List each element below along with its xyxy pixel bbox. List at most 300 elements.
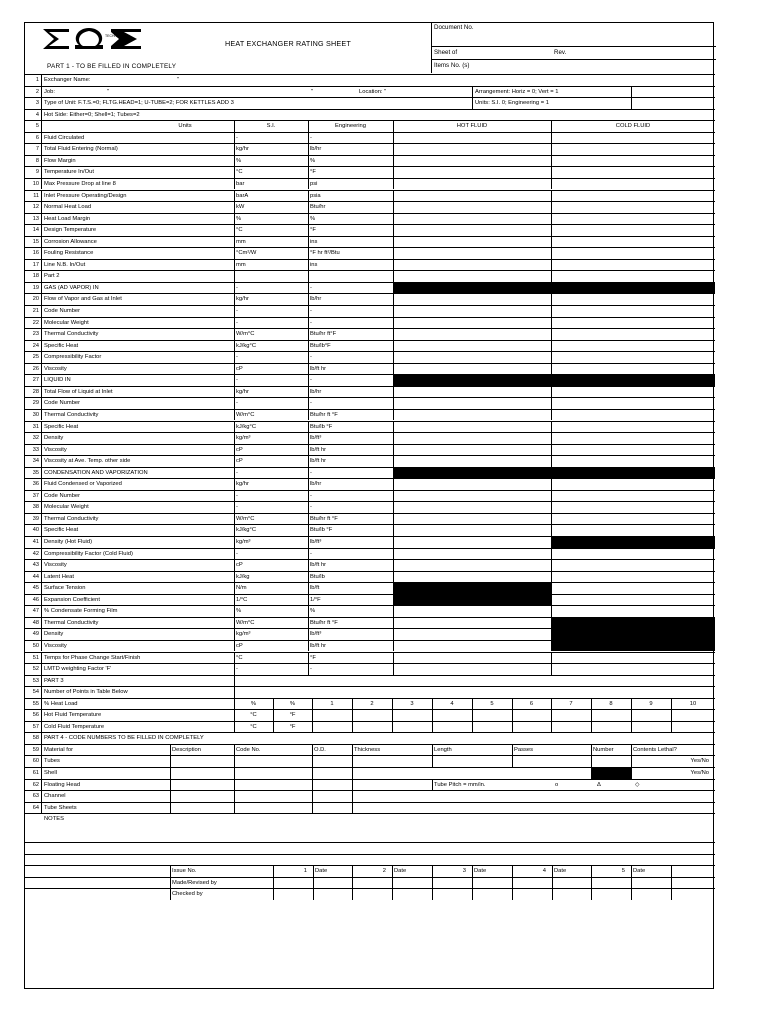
row-13: [25, 213, 715, 225]
cold-fluid-input[interactable]: [551, 433, 715, 444]
engineering-unit: Btu/hr ft °F: [310, 515, 338, 522]
row-number: 27: [25, 375, 42, 386]
hot-fluid-input[interactable]: [393, 433, 551, 444]
cold-fluid-input[interactable]: [551, 595, 715, 606]
column-divider: [170, 791, 171, 802]
issue-number-5: 5: [621, 868, 625, 875]
cold-temp-point-input[interactable]: [631, 722, 671, 733]
row-19: [25, 282, 715, 294]
cold-fluid-input[interactable]: [551, 387, 715, 398]
column-divider: [170, 780, 171, 791]
issue-date-label-2: Date: [394, 868, 407, 875]
column-divider: [312, 768, 313, 779]
pitch-rotated-option[interactable]: ◇: [635, 781, 640, 788]
hot-fluid-input[interactable]: [393, 306, 551, 317]
exchanger-name-input[interactable]: ": [177, 77, 180, 83]
checked-by-row-input[interactable]: [352, 889, 432, 900]
document-info-box: [431, 23, 715, 73]
row-36: [25, 478, 715, 490]
checked-by-row-input[interactable]: [273, 889, 352, 900]
row-number: 3: [25, 98, 42, 109]
arrangement-input[interactable]: Arrangement: Horiz = 0; Vert = 1: [475, 88, 559, 95]
hot-fluid-input[interactable]: [393, 629, 551, 640]
hot-fluid-input[interactable]: [393, 387, 551, 398]
cold-fluid-input[interactable]: [551, 352, 715, 363]
tubes-input[interactable]: [432, 756, 512, 767]
row-23: [25, 328, 715, 340]
hot-fluid-input[interactable]: [393, 202, 551, 213]
si-unit: °Cm²/W: [236, 250, 257, 257]
hot-fluid-input[interactable]: [393, 422, 551, 433]
cold-fluid-input[interactable]: [551, 133, 715, 144]
cold-fluid-input[interactable]: [551, 167, 715, 178]
hot-fluid-input[interactable]: [393, 364, 551, 375]
si-unit: mm: [236, 261, 246, 268]
cold-fluid-input[interactable]: [551, 144, 715, 155]
si-unit: kg/hr: [236, 146, 249, 153]
cold-fluid-input[interactable]: [551, 260, 715, 271]
hot-fluid-input[interactable]: [393, 537, 551, 548]
row-27: [25, 374, 715, 386]
tubes-lethal-toggle[interactable]: Yes/No: [690, 758, 709, 765]
row-label: LIQUID IN: [44, 377, 71, 384]
si-unit: °C: [236, 654, 243, 661]
cold-fluid-input[interactable]: [551, 549, 715, 560]
si-unit: cP: [236, 458, 243, 465]
row-label: LMTD weighting Factor 'F': [44, 666, 112, 673]
cold-fluid-input[interactable]: [551, 445, 715, 456]
issue-number-3: 3: [462, 868, 466, 875]
hot-fluid-input[interactable]: [393, 191, 551, 202]
column-divider: [170, 768, 171, 779]
engineering-unit: lb/ft hr: [310, 446, 327, 453]
cold-fluid-input[interactable]: [551, 237, 715, 248]
cold-fluid-input[interactable]: [551, 225, 715, 236]
hot-fluid-input[interactable]: [393, 606, 551, 617]
cold-fluid-input[interactable]: [551, 318, 715, 329]
row-hot-temp: [25, 709, 715, 721]
pitch-triangle-option[interactable]: Δ: [597, 781, 601, 788]
tubes-input[interactable]: [591, 756, 631, 767]
hot-fluid-input[interactable]: [393, 491, 551, 502]
hot-fluid-input[interactable]: [393, 341, 551, 352]
column-divider: [234, 803, 235, 814]
row-28: [25, 386, 715, 398]
hot-fluid-input[interactable]: [393, 398, 551, 409]
row-label: Compressibility Factor: [44, 354, 102, 361]
row-number: 32: [25, 433, 42, 444]
row-number: 34: [25, 456, 42, 467]
row-43: [25, 559, 715, 571]
engineering-unit: -: [310, 284, 312, 291]
hot-fluid-input[interactable]: [393, 225, 551, 236]
tubes-input[interactable]: [170, 756, 234, 767]
engineering-column-header: Engineering: [335, 123, 366, 130]
si-unit: -: [236, 284, 238, 291]
row-label: Material for: [44, 746, 73, 753]
row-label: Normal Heat Load: [44, 204, 92, 211]
engineering-unit: psi: [310, 180, 318, 187]
row-number: 44: [25, 572, 42, 583]
hot-fluid-input[interactable]: [393, 618, 551, 629]
shaded-cell: [551, 283, 715, 294]
row-number: 29: [25, 398, 42, 409]
engineering-unit: Btu/lb °F: [310, 423, 333, 430]
row-label: PART 3: [44, 677, 64, 684]
engineering-unit: lb/ft³: [310, 631, 322, 638]
engineering-unit: °F: [289, 723, 296, 730]
engineering-unit: [308, 271, 393, 282]
hot-temp-point-input[interactable]: [551, 710, 591, 721]
row-label: Fouling Resistance: [44, 250, 94, 257]
row-part3: [25, 675, 715, 687]
row-20: [25, 293, 715, 305]
hot-fluid-input[interactable]: [393, 410, 551, 421]
document-no-label: Document No.: [434, 24, 474, 31]
hot-fluid-input[interactable]: [393, 653, 551, 664]
si-unit: -: [236, 377, 238, 384]
si-unit: W/m°C: [236, 331, 255, 338]
notes-line: [25, 854, 715, 866]
cold-fluid-input[interactable]: [551, 479, 715, 490]
cold-fluid-input[interactable]: [551, 191, 715, 202]
column-divider: [234, 768, 235, 779]
row-number: 57: [25, 722, 42, 733]
engineering-unit: Btu/lb °F: [310, 527, 333, 534]
location-input[interactable]: Location: ": [359, 88, 387, 95]
issue-date-label-1: Date: [315, 868, 328, 875]
row-number: 50: [25, 641, 42, 652]
cold-temp-point-input[interactable]: [312, 722, 352, 733]
code-no-header: Code No.: [236, 746, 261, 753]
checked-by-row-input[interactable]: [591, 889, 671, 900]
hot-fluid-input[interactable]: [393, 133, 551, 144]
hot-fluid-input[interactable]: [393, 144, 551, 155]
row-number: 16: [25, 248, 42, 259]
cold-fluid-input[interactable]: [551, 653, 715, 664]
hot-fluid-input[interactable]: [393, 237, 551, 248]
column-divider: [234, 780, 235, 791]
units-column-header: Units: [178, 123, 192, 130]
row-label: Flow Margin: [44, 157, 76, 164]
engineering-unit: -: [310, 319, 312, 326]
row-label: Density: [44, 631, 64, 638]
hot-fluid-input[interactable]: [393, 352, 551, 363]
hot-fluid-input[interactable]: [393, 294, 551, 305]
engineering-unit: -: [310, 308, 312, 314]
row-label: Heat Load Margin: [44, 215, 91, 222]
hot-fluid-input[interactable]: [393, 329, 551, 340]
si-unit: kg/hr: [236, 481, 249, 488]
tube-pitch-label: Tube Pitch = mm/in.: [434, 781, 486, 788]
row-label: Molecular Weight: [44, 504, 89, 511]
cold-temp-point-input[interactable]: [551, 722, 591, 733]
made-revised-row-input[interactable]: [512, 878, 591, 889]
si-unit: °C: [236, 169, 243, 176]
engineering-unit: lb/ft³: [310, 539, 322, 545]
si-unit: -: [236, 504, 238, 511]
si-unit: [234, 271, 308, 282]
cold-temp-point-input[interactable]: [512, 722, 551, 733]
row-cold-temp: [25, 721, 715, 733]
issue-number-4: 4: [542, 868, 546, 875]
row-label: CONDENSATION AND VAPORIZATION: [44, 469, 148, 476]
cold-temp-point-input[interactable]: [472, 722, 512, 733]
hot-temp-point-input[interactable]: [312, 710, 352, 721]
cold-fluid-input[interactable]: [551, 422, 715, 433]
cold-fluid-header: COLD FLUID: [615, 123, 651, 130]
row-material-header: [25, 744, 715, 756]
issue-number-2: 2: [382, 868, 386, 875]
row-label: Total Fluid Entering (Normal): [44, 146, 118, 153]
hot-fluid-input[interactable]: [393, 456, 551, 467]
row-label: Viscosity: [44, 562, 67, 569]
job-quote: ": [311, 88, 314, 95]
si-unit: -: [236, 666, 238, 673]
row-floating-head: [25, 779, 715, 791]
row-label: Design Temperature: [44, 227, 97, 234]
row-label: Fluid Circulated: [44, 134, 85, 141]
engineering-unit: -: [310, 666, 312, 673]
row-39: [25, 513, 715, 525]
hot-fluid-input[interactable]: [393, 214, 551, 225]
row-15: [25, 236, 715, 248]
made-revised-row-input[interactable]: [432, 878, 512, 889]
si-unit: %: [236, 215, 242, 222]
si-unit: kJ/kg°C: [236, 527, 257, 534]
cold-temp-point-input[interactable]: [392, 722, 432, 733]
cold-temp-point-input[interactable]: [432, 722, 472, 733]
hot-temp-point-input[interactable]: [512, 710, 551, 721]
notes-line: [25, 842, 715, 854]
engineering-unit: 1/°F: [310, 596, 321, 603]
engineering-unit: lb/ft hr: [310, 642, 327, 649]
cold-fluid-input[interactable]: [551, 491, 715, 502]
hot-temp-point-input[interactable]: [591, 710, 631, 721]
items-no-label: Items No. (s): [434, 62, 470, 69]
row-label: Total Flow of Liquid at Inlet: [44, 388, 113, 395]
cold-fluid-input[interactable]: [551, 398, 715, 409]
hot-fluid-input[interactable]: [393, 560, 551, 571]
row-24: [25, 340, 715, 352]
checked-by-row-input[interactable]: [432, 889, 512, 900]
shaded-cell: [551, 641, 715, 652]
row-label: Expansion Coefficient: [44, 596, 100, 603]
document-no-field[interactable]: [432, 23, 716, 47]
cold-fluid-input[interactable]: [551, 271, 715, 282]
row-21: [25, 305, 715, 317]
description-header: Description: [172, 746, 201, 753]
made-revised-row-input[interactable]: [352, 878, 432, 889]
si-unit: -: [236, 354, 238, 361]
row-label: Code Number: [44, 400, 81, 407]
si-unit: cP: [236, 562, 243, 569]
row-number: 64: [25, 803, 42, 814]
hot-fluid-input[interactable]: [393, 156, 551, 167]
engineering-unit: Btu/hr ft °F: [310, 411, 338, 418]
logo-line1: A.K.C: [112, 30, 122, 34]
row-48: [25, 617, 715, 629]
row-label: Temps for Phase Change Start/Finish: [44, 654, 141, 661]
hot-fluid-header: HOT FLUID: [456, 123, 488, 130]
cold-fluid-input[interactable]: [551, 214, 715, 225]
row-label: Type of Unit: F.T.S.=0; FLTG.HEAD=1; U-TUBE=2; FOR KETTLES ADD 3: [44, 100, 234, 107]
row-label: Viscosity at Ave. Temp. other side: [44, 458, 131, 465]
si-unit: bar: [236, 180, 245, 187]
cold-temp-point-input[interactable]: [591, 722, 631, 733]
cold-fluid-input[interactable]: [551, 294, 715, 305]
engineering-unit: °F: [310, 227, 316, 234]
column-divider: [170, 803, 171, 814]
cold-fluid-input[interactable]: [551, 525, 715, 536]
hot-temp-point-input[interactable]: [392, 710, 432, 721]
row-number: 58: [25, 733, 42, 744]
units-input[interactable]: Units: S.I. 0; Engineering = 1: [475, 100, 549, 107]
cold-fluid-input[interactable]: [551, 248, 715, 259]
checked-by-row-input[interactable]: [512, 889, 591, 900]
cold-fluid-input[interactable]: [551, 306, 715, 317]
hot-fluid-input[interactable]: [393, 664, 551, 675]
row-number: 28: [25, 387, 42, 398]
row-number: 39: [25, 514, 42, 525]
row-18: [25, 270, 715, 282]
hot-fluid-input[interactable]: [393, 260, 551, 271]
hot-fluid-input[interactable]: [393, 271, 551, 282]
hot-fluid-input[interactable]: [393, 549, 551, 560]
row-number: 15: [25, 237, 42, 248]
hot-temp-point-input[interactable]: [352, 710, 392, 721]
row-label: Density (Hot Fluid): [44, 539, 92, 545]
row-49: [25, 628, 715, 640]
items-no-field[interactable]: [432, 60, 716, 73]
row-number: 1: [25, 75, 42, 86]
cold-fluid-input[interactable]: [551, 364, 715, 375]
hot-fluid-input[interactable]: [393, 179, 551, 190]
row-number: 62: [25, 780, 42, 791]
shell-lethal-toggle[interactable]: Yes/No: [690, 770, 709, 776]
engineering-unit: %: [310, 215, 316, 222]
column-divider: [631, 87, 632, 98]
cold-fluid-input[interactable]: [551, 664, 715, 675]
sheet-of-field[interactable]: [432, 47, 716, 60]
row-16: [25, 247, 715, 259]
row-22: [25, 317, 715, 329]
tubes-input[interactable]: [352, 756, 432, 767]
hot-fluid-input[interactable]: [393, 248, 551, 259]
hot-fluid-input[interactable]: [393, 525, 551, 536]
row-label: Molecular Weight: [44, 319, 89, 326]
rev-label: Rev.: [554, 49, 567, 56]
column-divider: [472, 866, 473, 877]
hot-fluid-input[interactable]: [393, 318, 551, 329]
si-unit: kJ/kg°C: [236, 342, 257, 349]
cold-fluid-input[interactable]: [551, 514, 715, 525]
tubes-input[interactable]: [512, 756, 591, 767]
row-label: Latent Heat: [44, 573, 74, 580]
made-revised-row-label: Made/Revised by: [172, 879, 217, 886]
column-divider: [234, 791, 235, 802]
hot-temp-point-input[interactable]: [671, 710, 715, 721]
engineering-unit: Btu/hr: [310, 204, 326, 211]
hot-temp-point-input[interactable]: [432, 710, 472, 721]
hot-fluid-input[interactable]: [393, 445, 551, 456]
hot-fluid-input[interactable]: [393, 502, 551, 513]
tubes-input[interactable]: [234, 756, 312, 767]
row-label: % Heat Load: [44, 700, 78, 707]
cold-fluid-input[interactable]: [551, 202, 715, 213]
row-8: [25, 155, 715, 167]
row-label: Corrosion Allowance: [44, 238, 97, 245]
made-revised-row-input[interactable]: [273, 878, 352, 889]
row-number: 42: [25, 549, 42, 560]
made-revised-row-input[interactable]: [591, 878, 671, 889]
job-input[interactable]: ": [107, 88, 110, 95]
tubes-input[interactable]: [312, 756, 352, 767]
cold-fluid-input[interactable]: [551, 329, 715, 340]
si-unit: N/m: [236, 585, 247, 592]
engineering-unit: -: [310, 377, 312, 384]
cold-fluid-input[interactable]: [551, 156, 715, 167]
shaded-cell: [591, 768, 631, 779]
cold-fluid-input[interactable]: [551, 410, 715, 421]
si-unit: W/m°C: [236, 411, 255, 418]
row-number: 13: [25, 214, 42, 225]
hot-fluid-input[interactable]: [393, 167, 551, 178]
points-count-input[interactable]: [234, 687, 314, 698]
shaded-cell: [393, 595, 551, 606]
cold-temp-point-input[interactable]: [671, 722, 715, 733]
si-unit: -: [236, 492, 238, 499]
sheet-header: [25, 23, 715, 73]
row-number: 52: [25, 664, 42, 675]
cold-fluid-input[interactable]: [551, 560, 715, 571]
row-label: Floating Head: [44, 781, 81, 788]
hot-fluid-input[interactable]: [393, 641, 551, 652]
cold-temp-point-input[interactable]: [352, 722, 392, 733]
hot-temp-point-input[interactable]: [472, 710, 512, 721]
cold-fluid-input[interactable]: [551, 572, 715, 583]
hot-temp-point-input[interactable]: [631, 710, 671, 721]
point-header-1: 1: [330, 700, 334, 707]
cold-fluid-input[interactable]: [551, 341, 715, 352]
engineering-unit: Btu/hr ft°F: [310, 331, 337, 338]
cold-fluid-input[interactable]: [551, 502, 715, 513]
cold-fluid-input[interactable]: [551, 456, 715, 467]
si-unit: kg/m³: [236, 435, 251, 442]
row-label: % Condensate Forming Film: [44, 608, 118, 615]
part1-title: PART 1 - TO BE FILLED IN COMPLETELY: [47, 63, 177, 70]
hot-fluid-input[interactable]: [393, 514, 551, 525]
row-number: 59: [25, 745, 42, 756]
si-unit: W/m°C: [236, 619, 255, 626]
row-label: Tube Sheets: [44, 804, 77, 811]
engineering-unit: -: [310, 354, 312, 361]
row-10: [25, 178, 715, 190]
cold-fluid-input[interactable]: [551, 583, 715, 594]
thickness-header: Thickness: [354, 746, 381, 753]
hot-fluid-input[interactable]: [393, 572, 551, 583]
row-number: 53: [25, 676, 42, 687]
cold-fluid-input[interactable]: [551, 606, 715, 617]
row-40: [25, 524, 715, 536]
cold-fluid-input[interactable]: [551, 179, 715, 190]
pitch-square-option[interactable]: o: [555, 781, 559, 788]
row-label: Channel: [44, 793, 66, 800]
row-11: [25, 190, 715, 202]
engineering-unit: -: [310, 504, 312, 511]
hot-fluid-input[interactable]: [393, 479, 551, 490]
si-unit: kJ/kg: [236, 573, 250, 580]
